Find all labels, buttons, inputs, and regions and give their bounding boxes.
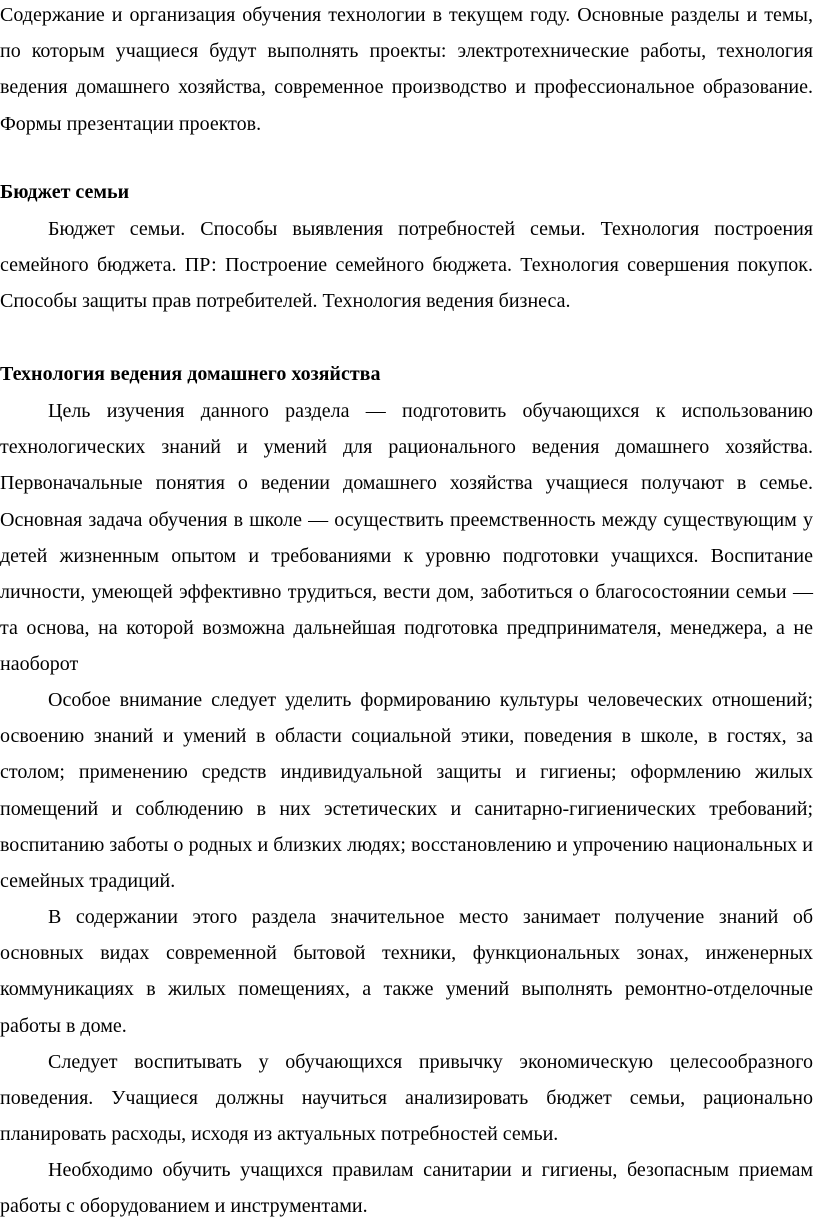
paragraph-household-goal: Цель изучения данного раздела — подготовить обучающихся к использованию технологических знаний и умений для рационального ведения домашнего хозяйства. Первоначальные понятия о ведении домашнего хозяйства учащиеся получают в семье. Основная задача обучения в школе — осуществить преемственность между существующим у детей жизненным опытом и требованиями к уровню подготовки учащихся. Воспитание личности, умеющей эффективно трудиться, вести дом, заботиться о благосостоянии семьи — та основа, на которой возможна дальнейшая подготовка предпринимателя, менеджера, а не наоборот bbox=[0, 400, 813, 676]
paragraph-household-attention: Особое внимание следует уделить формированию культуры человеческих отношений; освоению знаний и умений в области социальной этики, поведения в школе, в гостях, за столом; применению средств индивидуальной защиты и гигиены; оформлению жилых помещений и соблюдению в них эстетических и санитарно-гигиенических требований; воспитанию заботы о родных и близких людях; восстановлению и упрочению национальных и семейных традиций. bbox=[0, 689, 813, 893]
section-heading-household: Технология ведения домашнего хозяйства bbox=[0, 363, 381, 385]
paragraph-household-hygiene: Необходимо обучить учащихся правилам санитарии и гигиены, безопасным приемам работы с оборудованием и инструментами. bbox=[0, 1159, 813, 1218]
paragraph-household-appliances: В содержании этого раздела значительное место занимает получение знаний об основных видах современной бытовой техники, функциональных зонах, инженерных коммуникациях в жилых помещениях, а также умений выполнять ремонтно-отделочные работы в доме. bbox=[0, 906, 813, 1037]
paragraph-family-budget: Бюджет семьи. Способы выявления потребностей семьи. Технология построения семейного бюджета. ПР: Построение семейного бюджета. Технология совершения покупок. Способы защиты прав потребителей. Технология ведения бизнеса. bbox=[0, 218, 813, 313]
section-heading-family-budget: Бюджет семьи bbox=[0, 181, 130, 203]
paragraph-household-economy: Следует воспитывать у обучающихся привычку экономическую целесообразного поведения. Учащиеся должны научиться анализировать бюджет семьи, рационально планировать расходы, исходя из актуальных потребностей семьи. bbox=[0, 1051, 813, 1146]
intro-paragraph: Содержание и организация обучения технологии в текущем году. Основные разделы и темы, по которым учащиеся будут выполнять проекты: электротехнические работы, технология ведения домашнего хозяйства, современное производство и профессиональное образование. Формы презентации проектов. bbox=[0, 4, 813, 135]
